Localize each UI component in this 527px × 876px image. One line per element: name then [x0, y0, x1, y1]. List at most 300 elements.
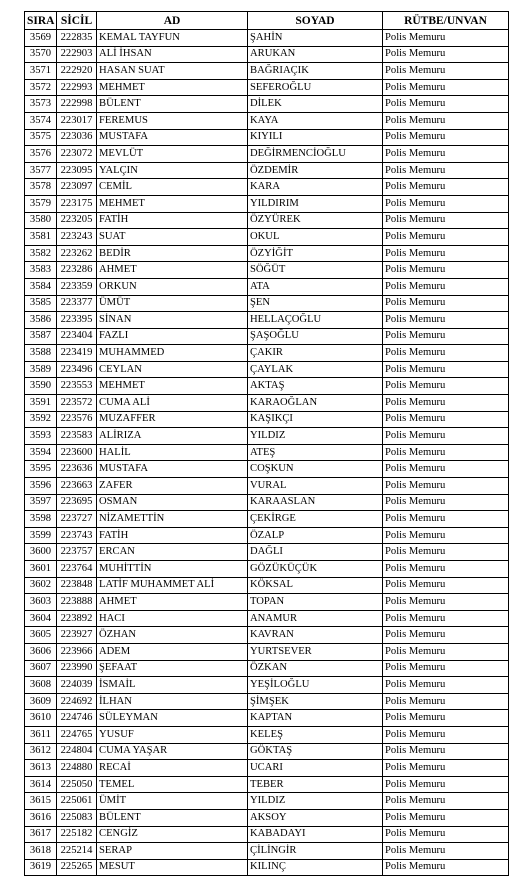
cell-ad: SUAT — [97, 229, 248, 246]
cell-sicil: 225265 — [57, 859, 97, 876]
table-row — [25, 710, 509, 727]
cell-sira: 3577 — [25, 162, 57, 179]
cell-sicil: 223888 — [57, 594, 97, 611]
cell-sira: 3588 — [25, 345, 57, 362]
cell-ad: MUHİTTİN — [97, 561, 248, 578]
cell-ad: FATİH — [97, 527, 248, 544]
table-row — [25, 428, 509, 445]
cell-soyad: TEBER — [248, 776, 383, 793]
cell-sira: 3617 — [25, 826, 57, 843]
cell-ad: BEDİR — [97, 245, 248, 262]
cell-rutbe: Polis Memuru — [383, 843, 509, 860]
cell-ad: RECAİ — [97, 760, 248, 777]
cell-soyad: KARA — [248, 179, 383, 196]
cell-sicil: 223553 — [57, 378, 97, 395]
cell-rutbe: Polis Memuru — [383, 411, 509, 428]
cell-ad: CEMİL — [97, 179, 248, 196]
table-row — [25, 328, 509, 345]
cell-soyad: KELEŞ — [248, 726, 383, 743]
table-row — [25, 826, 509, 843]
cell-sicil: 224039 — [57, 677, 97, 694]
cell-sicil: 223175 — [57, 195, 97, 212]
table-header — [25, 12, 509, 30]
cell-sicil: 223395 — [57, 312, 97, 329]
cell-sicil: 222993 — [57, 79, 97, 96]
cell-sicil: 223636 — [57, 461, 97, 478]
cell-ad: LATİF MUHAMMET ALİ — [97, 577, 248, 594]
cell-ad: MUHAMMED — [97, 345, 248, 362]
cell-sira: 3604 — [25, 610, 57, 627]
table-row — [25, 30, 509, 47]
cell-rutbe: Polis Memuru — [383, 312, 509, 329]
cell-ad: NİZAMETTİN — [97, 511, 248, 528]
cell-sira: 3610 — [25, 710, 57, 727]
cell-ad: YALÇIN — [97, 162, 248, 179]
cell-sira: 3572 — [25, 79, 57, 96]
cell-rutbe: Polis Memuru — [383, 677, 509, 694]
cell-sira: 3586 — [25, 312, 57, 329]
cell-soyad: ÇİLİNGİR — [248, 843, 383, 860]
table-row — [25, 760, 509, 777]
cell-sicil: 223286 — [57, 262, 97, 279]
cell-soyad: YILDIRIM — [248, 195, 383, 212]
cell-sira: 3612 — [25, 743, 57, 760]
table-body — [25, 30, 509, 876]
cell-soyad: KAVRAN — [248, 627, 383, 644]
table-row — [25, 627, 509, 644]
table-row — [25, 843, 509, 860]
table-row — [25, 79, 509, 96]
cell-rutbe: Polis Memuru — [383, 859, 509, 876]
cell-rutbe: Polis Memuru — [383, 809, 509, 826]
cell-rutbe: Polis Memuru — [383, 295, 509, 312]
cell-rutbe: Polis Memuru — [383, 776, 509, 793]
table-row — [25, 444, 509, 461]
cell-soyad: ANAMUR — [248, 610, 383, 627]
cell-rutbe: Polis Memuru — [383, 494, 509, 511]
cell-ad: İSMAİL — [97, 677, 248, 694]
cell-soyad: ÇAYLAK — [248, 361, 383, 378]
table-row — [25, 461, 509, 478]
table-row — [25, 809, 509, 826]
table-row — [25, 278, 509, 295]
table-row — [25, 146, 509, 163]
cell-ad: TEMEL — [97, 776, 248, 793]
cell-soyad: BAĞRIAÇIK — [248, 63, 383, 80]
table-row — [25, 511, 509, 528]
cell-rutbe: Polis Memuru — [383, 361, 509, 378]
table-row — [25, 594, 509, 611]
cell-ad: CEYLAN — [97, 361, 248, 378]
cell-rutbe: Polis Memuru — [383, 112, 509, 129]
cell-ad: HASAN SUAT — [97, 63, 248, 80]
cell-ad: ZAFER — [97, 478, 248, 495]
cell-rutbe: Polis Memuru — [383, 660, 509, 677]
cell-rutbe: Polis Memuru — [383, 726, 509, 743]
cell-soyad: ATEŞ — [248, 444, 383, 461]
cell-sira: 3578 — [25, 179, 57, 196]
cell-sicil: 223095 — [57, 162, 97, 179]
cell-soyad: ŞAHİN — [248, 30, 383, 47]
cell-rutbe: Polis Memuru — [383, 544, 509, 561]
cell-rutbe: Polis Memuru — [383, 478, 509, 495]
cell-rutbe: Polis Memuru — [383, 511, 509, 528]
cell-sira: 3585 — [25, 295, 57, 312]
cell-soyad: KILINÇ — [248, 859, 383, 876]
cell-sicil: 223377 — [57, 295, 97, 312]
cell-ad: CUMA ALİ — [97, 395, 248, 412]
cell-sicil: 223017 — [57, 112, 97, 129]
cell-soyad: UCARI — [248, 760, 383, 777]
cell-rutbe: Polis Memuru — [383, 693, 509, 710]
cell-soyad: ÖZYİĞİT — [248, 245, 383, 262]
table-row — [25, 527, 509, 544]
table-row — [25, 577, 509, 594]
cell-ad: CUMA YAŞAR — [97, 743, 248, 760]
cell-rutbe: Polis Memuru — [383, 710, 509, 727]
cell-sicil: 223072 — [57, 146, 97, 163]
cell-sira: 3615 — [25, 793, 57, 810]
cell-rutbe: Polis Memuru — [383, 444, 509, 461]
cell-soyad: YILDIZ — [248, 793, 383, 810]
cell-rutbe: Polis Memuru — [383, 30, 509, 47]
table-row — [25, 262, 509, 279]
cell-sira: 3570 — [25, 46, 57, 63]
table-row — [25, 793, 509, 810]
cell-rutbe: Polis Memuru — [383, 129, 509, 146]
cell-sicil: 225083 — [57, 809, 97, 826]
cell-soyad: COŞKUN — [248, 461, 383, 478]
cell-rutbe: Polis Memuru — [383, 826, 509, 843]
cell-ad: CENGİZ — [97, 826, 248, 843]
cell-ad: MEVLÜT — [97, 146, 248, 163]
cell-sira: 3603 — [25, 594, 57, 611]
cell-ad: HACI — [97, 610, 248, 627]
cell-soyad: DİLEK — [248, 96, 383, 113]
cell-ad: YUSUF — [97, 726, 248, 743]
cell-sicil: 223572 — [57, 395, 97, 412]
cell-sira: 3599 — [25, 527, 57, 544]
cell-soyad: ÇEKİRGE — [248, 511, 383, 528]
cell-sicil: 223892 — [57, 610, 97, 627]
cell-ad: AHMET — [97, 594, 248, 611]
cell-sicil: 222903 — [57, 46, 97, 63]
cell-soyad: ŞİMŞEK — [248, 693, 383, 710]
table-row — [25, 494, 509, 511]
cell-rutbe: Polis Memuru — [383, 229, 509, 246]
cell-soyad: SÖĞÜT — [248, 262, 383, 279]
cell-sicil: 223663 — [57, 478, 97, 495]
table-row — [25, 295, 509, 312]
cell-soyad: YILDIZ — [248, 428, 383, 445]
cell-soyad: GÖKTAŞ — [248, 743, 383, 760]
cell-sicil: 223243 — [57, 229, 97, 246]
table-row — [25, 561, 509, 578]
cell-sicil: 224765 — [57, 726, 97, 743]
cell-sira: 3595 — [25, 461, 57, 478]
cell-sira: 3601 — [25, 561, 57, 578]
cell-sira: 3574 — [25, 112, 57, 129]
cell-sira: 3580 — [25, 212, 57, 229]
cell-soyad: ÖZKAN — [248, 660, 383, 677]
cell-soyad: ÖZDEMİR — [248, 162, 383, 179]
header-ad: AD — [97, 12, 248, 30]
cell-ad: MEHMET — [97, 195, 248, 212]
cell-soyad: YURTSEVER — [248, 643, 383, 660]
cell-sira: 3584 — [25, 278, 57, 295]
header-sira: SIRA — [25, 12, 57, 30]
cell-rutbe: Polis Memuru — [383, 743, 509, 760]
cell-sicil: 223600 — [57, 444, 97, 461]
cell-soyad: HELLAÇOĞLU — [248, 312, 383, 329]
cell-sicil: 224880 — [57, 760, 97, 777]
cell-sicil: 223990 — [57, 660, 97, 677]
cell-sicil: 223359 — [57, 278, 97, 295]
cell-sicil: 223695 — [57, 494, 97, 511]
cell-sira: 3579 — [25, 195, 57, 212]
cell-sira: 3609 — [25, 693, 57, 710]
cell-sira: 3573 — [25, 96, 57, 113]
cell-sicil: 223496 — [57, 361, 97, 378]
cell-rutbe: Polis Memuru — [383, 212, 509, 229]
cell-soyad: VURAL — [248, 478, 383, 495]
table-row — [25, 63, 509, 80]
cell-soyad: YEŞİLOĞLU — [248, 677, 383, 694]
cell-sicil: 225182 — [57, 826, 97, 843]
cell-rutbe: Polis Memuru — [383, 428, 509, 445]
cell-rutbe: Polis Memuru — [383, 96, 509, 113]
cell-ad: HALİL — [97, 444, 248, 461]
table-row — [25, 179, 509, 196]
cell-ad: FATİH — [97, 212, 248, 229]
cell-ad: FEREMUS — [97, 112, 248, 129]
cell-soyad: DEĞİRMENCİOĞLU — [248, 146, 383, 163]
cell-sicil: 223966 — [57, 643, 97, 660]
cell-rutbe: Polis Memuru — [383, 627, 509, 644]
cell-ad: SÜLEYMAN — [97, 710, 248, 727]
cell-rutbe: Polis Memuru — [383, 46, 509, 63]
table-row — [25, 96, 509, 113]
cell-sira: 3616 — [25, 809, 57, 826]
cell-sicil: 223404 — [57, 328, 97, 345]
cell-sira: 3606 — [25, 643, 57, 660]
cell-soyad: ŞEN — [248, 295, 383, 312]
cell-sicil: 223743 — [57, 527, 97, 544]
cell-rutbe: Polis Memuru — [383, 561, 509, 578]
cell-sira: 3591 — [25, 395, 57, 412]
document-page — [24, 11, 508, 876]
cell-sicil: 223583 — [57, 428, 97, 445]
cell-sira: 3614 — [25, 776, 57, 793]
cell-rutbe: Polis Memuru — [383, 395, 509, 412]
cell-ad: MUSTAFA — [97, 129, 248, 146]
cell-soyad: ÇAKIR — [248, 345, 383, 362]
table-row — [25, 643, 509, 660]
cell-sicil: 222920 — [57, 63, 97, 80]
cell-sira: 3607 — [25, 660, 57, 677]
cell-soyad: KIYILI — [248, 129, 383, 146]
cell-sira: 3581 — [25, 229, 57, 246]
cell-ad: ADEM — [97, 643, 248, 660]
cell-ad: İLHAN — [97, 693, 248, 710]
cell-sicil: 223097 — [57, 179, 97, 196]
cell-sira: 3571 — [25, 63, 57, 80]
cell-sira: 3569 — [25, 30, 57, 47]
table-row — [25, 411, 509, 428]
cell-sira: 3600 — [25, 544, 57, 561]
cell-rutbe: Polis Memuru — [383, 760, 509, 777]
cell-rutbe: Polis Memuru — [383, 179, 509, 196]
cell-ad: ERCAN — [97, 544, 248, 561]
cell-ad: BÜLENT — [97, 809, 248, 826]
cell-soyad: GÖZÜKÜÇÜK — [248, 561, 383, 578]
cell-rutbe: Polis Memuru — [383, 79, 509, 96]
cell-sicil: 223764 — [57, 561, 97, 578]
cell-sira: 3587 — [25, 328, 57, 345]
table-row — [25, 361, 509, 378]
cell-sira: 3582 — [25, 245, 57, 262]
cell-ad: MESUT — [97, 859, 248, 876]
table-row — [25, 345, 509, 362]
cell-ad: MEHMET — [97, 79, 248, 96]
cell-ad: FAZLI — [97, 328, 248, 345]
cell-sira: 3597 — [25, 494, 57, 511]
table-row — [25, 776, 509, 793]
cell-sicil: 224804 — [57, 743, 97, 760]
table-row — [25, 726, 509, 743]
cell-ad: MUSTAFA — [97, 461, 248, 478]
cell-rutbe: Polis Memuru — [383, 195, 509, 212]
cell-sira: 3590 — [25, 378, 57, 395]
cell-ad: ALİRIZA — [97, 428, 248, 445]
cell-ad: OSMAN — [97, 494, 248, 511]
table-row — [25, 245, 509, 262]
cell-sira: 3583 — [25, 262, 57, 279]
cell-ad: SERAP — [97, 843, 248, 860]
cell-rutbe: Polis Memuru — [383, 345, 509, 362]
cell-sicil: 223036 — [57, 129, 97, 146]
cell-soyad: KAŞIKÇI — [248, 411, 383, 428]
table-row — [25, 478, 509, 495]
table-row — [25, 693, 509, 710]
cell-ad: BÜLENT — [97, 96, 248, 113]
table-row — [25, 395, 509, 412]
cell-soyad: ŞAŞOĞLU — [248, 328, 383, 345]
cell-sira: 3576 — [25, 146, 57, 163]
table-row — [25, 544, 509, 561]
cell-rutbe: Polis Memuru — [383, 245, 509, 262]
cell-sira: 3598 — [25, 511, 57, 528]
cell-sira: 3596 — [25, 478, 57, 495]
table-row — [25, 677, 509, 694]
table-row — [25, 378, 509, 395]
cell-soyad: ARUKAN — [248, 46, 383, 63]
cell-soyad: ÖZYÜREK — [248, 212, 383, 229]
cell-sicil: 223262 — [57, 245, 97, 262]
cell-soyad: SEFEROĞLU — [248, 79, 383, 96]
cell-ad: MEHMET — [97, 378, 248, 395]
cell-rutbe: Polis Memuru — [383, 461, 509, 478]
cell-soyad: AKSOY — [248, 809, 383, 826]
table-row — [25, 859, 509, 876]
cell-sicil: 223205 — [57, 212, 97, 229]
cell-sira: 3619 — [25, 859, 57, 876]
cell-rutbe: Polis Memuru — [383, 63, 509, 80]
header-sicil: SİCİL — [57, 12, 97, 30]
cell-soyad: DAĞLI — [248, 544, 383, 561]
cell-soyad: AKTAŞ — [248, 378, 383, 395]
cell-sicil: 224746 — [57, 710, 97, 727]
cell-sira: 3602 — [25, 577, 57, 594]
cell-sicil: 225061 — [57, 793, 97, 810]
cell-sira: 3593 — [25, 428, 57, 445]
header-rutbe: RÜTBE/UNVAN — [383, 12, 509, 30]
table-row — [25, 660, 509, 677]
table-row — [25, 46, 509, 63]
cell-ad: ÖZHAN — [97, 627, 248, 644]
cell-sira: 3608 — [25, 677, 57, 694]
cell-rutbe: Polis Memuru — [383, 594, 509, 611]
cell-ad: SİNAN — [97, 312, 248, 329]
cell-rutbe: Polis Memuru — [383, 577, 509, 594]
cell-soyad: TOPAN — [248, 594, 383, 611]
cell-sicil: 225214 — [57, 843, 97, 860]
cell-ad: ALİ İHSAN — [97, 46, 248, 63]
personnel-table — [24, 11, 509, 876]
cell-sicil: 224692 — [57, 693, 97, 710]
cell-ad: MUZAFFER — [97, 411, 248, 428]
table-row — [25, 112, 509, 129]
cell-sicil: 222835 — [57, 30, 97, 47]
cell-soyad: KAYA — [248, 112, 383, 129]
cell-soyad: KABADAYI — [248, 826, 383, 843]
cell-soyad: KÖKSAL — [248, 577, 383, 594]
cell-sicil: 222998 — [57, 96, 97, 113]
table-row — [25, 162, 509, 179]
header-soyad: SOYAD — [248, 12, 383, 30]
cell-sira: 3618 — [25, 843, 57, 860]
cell-sira: 3605 — [25, 627, 57, 644]
cell-rutbe: Polis Memuru — [383, 378, 509, 395]
cell-soyad: OKUL — [248, 229, 383, 246]
table-row — [25, 610, 509, 627]
table-row — [25, 212, 509, 229]
cell-sicil: 223927 — [57, 627, 97, 644]
cell-ad: KEMAL TAYFUN — [97, 30, 248, 47]
cell-rutbe: Polis Memuru — [383, 262, 509, 279]
cell-sicil: 223576 — [57, 411, 97, 428]
table-row — [25, 312, 509, 329]
cell-sira: 3594 — [25, 444, 57, 461]
cell-sira: 3611 — [25, 726, 57, 743]
table-row — [25, 229, 509, 246]
cell-soyad: KARAASLAN — [248, 494, 383, 511]
cell-sira: 3613 — [25, 760, 57, 777]
cell-ad: ORKUN — [97, 278, 248, 295]
cell-soyad: ÖZALP — [248, 527, 383, 544]
cell-rutbe: Polis Memuru — [383, 610, 509, 627]
cell-soyad: ATA — [248, 278, 383, 295]
cell-rutbe: Polis Memuru — [383, 146, 509, 163]
cell-ad: ŞEFAAT — [97, 660, 248, 677]
cell-soyad: KARAOĞLAN — [248, 395, 383, 412]
cell-sicil: 223727 — [57, 511, 97, 528]
cell-rutbe: Polis Memuru — [383, 643, 509, 660]
cell-sira: 3575 — [25, 129, 57, 146]
cell-rutbe: Polis Memuru — [383, 527, 509, 544]
cell-sicil: 223757 — [57, 544, 97, 561]
cell-sicil: 223419 — [57, 345, 97, 362]
